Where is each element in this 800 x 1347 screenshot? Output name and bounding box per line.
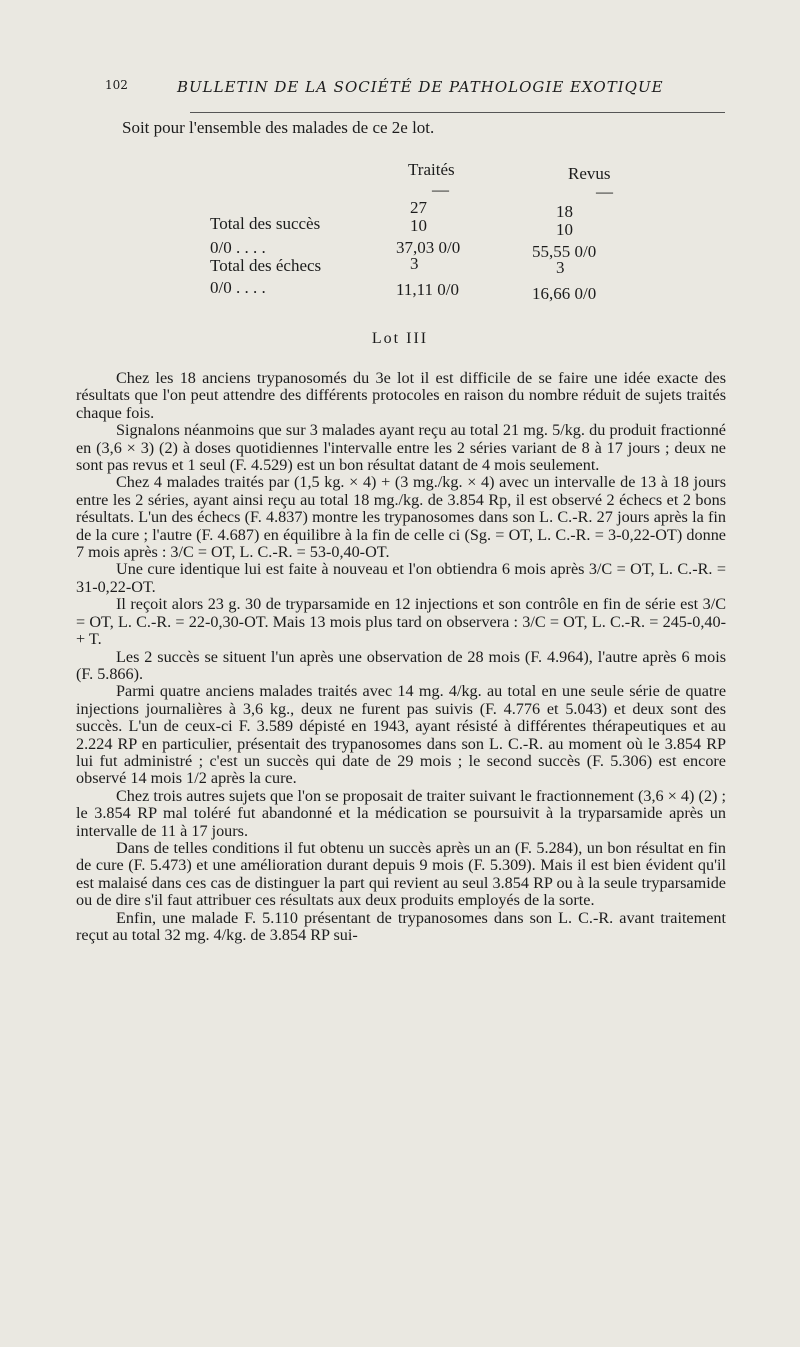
body-text	[76, 370, 726, 944]
paragraph: Dans de telles conditions il fut obtenu un succès après un an (F. 5.284), un bon résultat en fin de cure (F. 5.473) et une amélioration durant depuis 9 mois (F. 5.309). Mais il est bien évident qu'il est malaisé dans ces cas de distinguer la part qui revient au seul 3.854 RP ou à la seule tryparsamide ou de dire s'il faut attribuer ces résultats aux deux produits employés de la sorte.	[76, 838, 726, 910]
table-cell: 37,03 0/0	[396, 238, 461, 257]
header-rule	[190, 112, 725, 113]
paragraph: Parmi quatre anciens malades traités avec 14 mg. 4/kg. au total en une seule série de quatre injections journalières à 3,6 kg., deux ne furent pas suivis (F. 4.776 et 5.043) et deux sont des succès. L'un de ceux-ci F. 3.589 dépisté en 1943, ayant résisté à différentes thérapeutiques et au 2.224 RP en particulier, présentait des trypanosomes dans son L. C.-R. au moment où le 3.854 RP lui fut administré ; c'est un succès qui date de 29 mois ; le second succès (F. 5.306) est encore observé 14 mois 1/2 après la cure.	[76, 682, 726, 788]
table-cell: 3	[556, 258, 565, 277]
intro-line: Soit pour l'ensemble des malades de ce 2e lot.	[122, 118, 435, 137]
paragraph: Il reçoit alors 23 g. 30 de tryparsamide en 12 injections et son contrôle en fin de série est 3/C = OT, L. C.-R. = 22-0,30-OT. Mais 13 mois plus tard on observera : 3/C = OT, L. C.-R. = 245-0,40- + T.	[76, 595, 726, 649]
table-cell: 10	[410, 216, 427, 235]
paragraph: Les 2 succès se situent l'un après une observation de 28 mois (F. 4.964), l'autre après 6 mois (F. 5.866).	[76, 647, 726, 683]
paragraph: Une cure identique lui est faite à nouveau et l'on obtiendra 6 mois après 3/C = OT, L. C.-R. = 31-0,22-OT.	[76, 560, 726, 596]
column-dash: —	[596, 182, 613, 201]
paragraph: Enfin, une malade F. 5.110 présentant de trypanosomes dans son L. C.-R. avant traitement reçut au total 32 mg. 4/kg. de 3.854 RP sui-	[76, 908, 726, 944]
paragraph: Signalons néanmoins que sur 3 malades ayant reçu au total 21 mg. 5/kg. du produit fractionné en (3,6 × 3) (2) à doses quotidiennes l'intervalle entre les 2 séries variant de 8 à 17 jours ; deux ne sont pas revus et 1 seul (F. 4.529) est un bon résultat datant de 4 mois seulement.	[76, 421, 726, 475]
journal-title: BULLETIN DE LA SOCIÉTÉ DE PATHOLOGIE EXOTIQUE	[177, 78, 664, 96]
table-cell: 27	[410, 198, 427, 217]
paragraph: Chez les 18 anciens trypanosomés du 3e lot il est difficile de se faire une idée exacte des résultats que l'on peut attendre des différents protocoles en raison du nombre réduit de sujets traités chaque fois.	[76, 369, 726, 422]
section-heading: Lot III	[371, 330, 429, 347]
table-cell: 10	[556, 220, 573, 239]
table-cell: 18	[556, 202, 573, 221]
paragraph: Chez 4 malades traités par (1,5 kg. × 4) + (3 mg./kg. × 4) avec un intervalle de 13 à 18 jours entre les 2 séries, ayant ainsi reçu au total 18 mg./kg. de 3.854 Rp, il est observé 2 échecs et 2 bons résultats. L'un des échecs (F. 4.837) montre les trypanosomes dans son L. C.-R. 27 jours après la fin de la cure ; l'autre (F. 4.687) en équilibre à la fin de celle ci (Sg. = OT, L. C.-R. = 3-0,22-OT) donne 7 mois après : 3/C = OT, L. C.-R. = 53-0,40-OT.	[76, 473, 726, 562]
column-header-treated: Traités	[408, 160, 455, 179]
page-number: 102	[105, 78, 128, 92]
table-cell: 16,66 0/0	[532, 284, 597, 303]
paragraph: Chez trois autres sujets que l'on se proposait de traiter suivant le fractionnement (3,6 × 4) (2) ; le 3.854 RP mal toléré fut abandonné et la médication se poursuivit à la tryparsamide après un intervalle de 11 à 17 jours.	[76, 786, 726, 840]
table-cell: 11,11 0/0	[396, 280, 459, 299]
column-header-reviewed: Revus	[568, 164, 611, 183]
summary-table	[0, 160, 800, 310]
column-dash: —	[432, 180, 449, 199]
row-label: Total des échecs	[210, 256, 322, 275]
table-cell: 55,55 0/0	[532, 242, 597, 261]
row-label: Total des succès	[210, 214, 321, 233]
table-cell: 3	[410, 254, 419, 273]
row-label: 0/0 . . . .	[210, 278, 266, 297]
row-label: 0/0 . . . .	[210, 238, 266, 257]
